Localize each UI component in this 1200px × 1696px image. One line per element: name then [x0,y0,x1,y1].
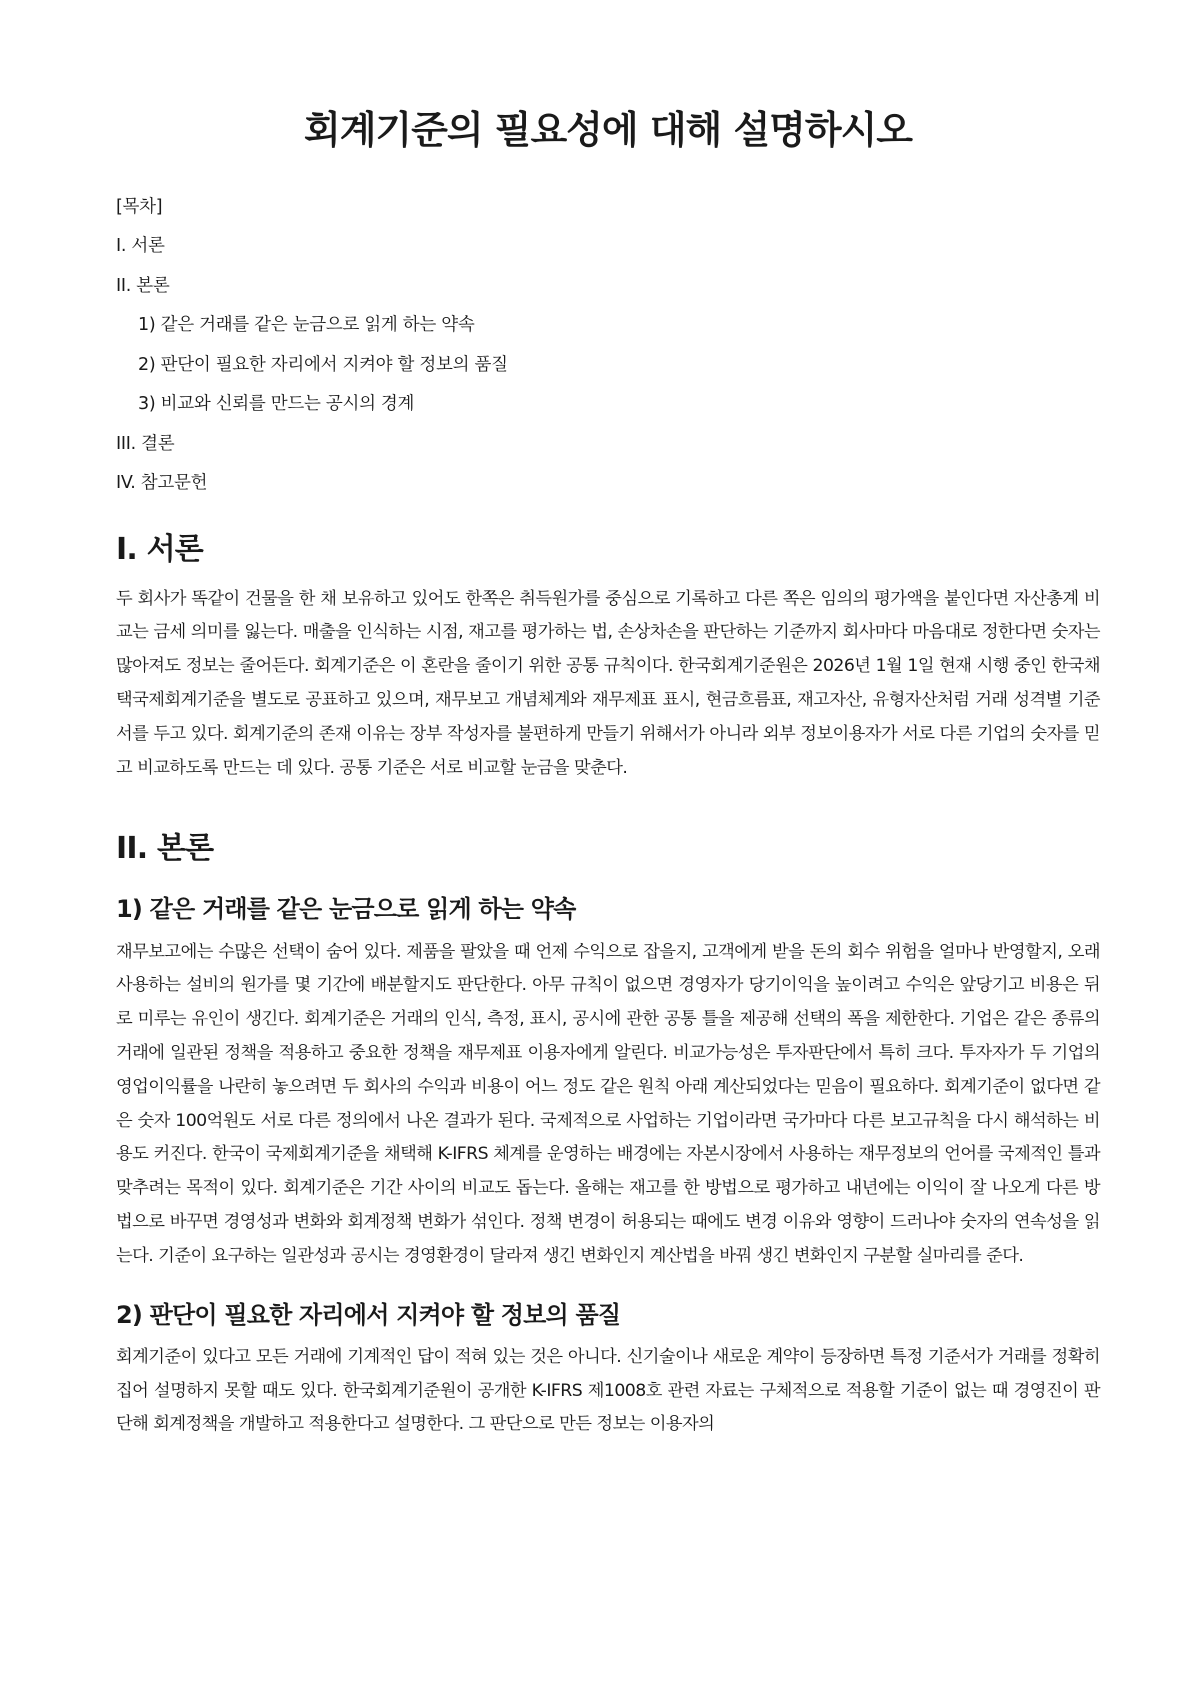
toc-subitem: 2) 판단이 필요한 자리에서 지켜야 할 정보의 품질 [138,354,508,375]
toc-item: III. 결론 [116,433,175,454]
intro-paragraph: 두 회사가 똑같이 건물을 한 채 보유하고 있어도 한쪽은 취득원가를 중심으로 기록하고 다른 쪽은 임의의 평가액을 붙인다면 자산총계 비교는 금세 의미를 잃는다. 매출을 인식하는 시점, 재고를 평가하는 법, 손상차손을 판단하는 기준까지 회사마다 마음대로 정한다면 숫자는 많아져도 정보는 줄어든다. 회계기준은 이 혼란을 줄이기 위한 공통 규칙이다. 한국회계기준원은 2026년 1월 1일 현재 시행 중인 한국채택국제회계기준을 별도로 공표하고 있으며, 재무보고 개념체계와 재무제표 표시, 현금흐름표, 재고자산, 유형자산처럼 거래 성격별 기준서를 두고 있다. 회계기준의 존재 이유는 장부 작성자를 불편하게 만들기 위해서가 아니라 외부 정보이용자가 서로 다른 기업의 숫자를 믿고 비교하도록 만드는 데 있다. 공통 기준은 서로 비교할 눈금을 맞춘다. [116,588,1100,778]
toc-subitem: 3) 비교와 신뢰를 만드는 공시의 경계 [138,394,415,415]
toc-item: I. 서론 [116,236,165,257]
subsection-heading-1: 1) 같은 거래를 같은 눈금으로 읽게 하는 약속 [116,895,576,924]
section-heading-body: II. 본론 [116,831,214,867]
toc-subitem: 1) 같은 거래를 같은 눈금으로 읽게 하는 약속 [138,315,475,336]
document-title: 회계기준의 필요성에 대해 설명하시오 [303,108,913,152]
toc-item: IV. 참고문헌 [116,473,208,494]
subsection-heading-2: 2) 판단이 필요한 자리에서 지켜야 할 정보의 품질 [116,1300,621,1329]
toc-item: II. 본론 [116,275,170,296]
subsection-1-paragraph: 재무보고에는 수많은 선택이 숨어 있다. 제품을 팔았을 때 언제 수익으로 잡을지, 고객에게 받을 돈의 회수 위험을 얼마나 반영할지, 오래 사용하는 설비의 원가를 몇 기간에 배분할지도 판단한다. 아무 규칙이 없으면 경영자가 당기이익을 높이려고 수익은 앞당기고 비용은 뒤로 미루는 유인이 생긴다. 회계기준은 거래의 인식, 측정, 표시, 공시에 관한 공통 틀을 제공해 선택의 폭을 제한한다. 기업은 같은 종류의 거래에 일관된 정책을 적용하고 중요한 정책을 재무제표 이용자에게 알린다. 비교가능성은 투자판단에서 특히 크다. 투자자가 두 기업의 영업이익률을 나란히 놓으려면 두 회사의 수익과 비용이 어느 정도 같은 원칙 아래 계산되었다는 믿음이 필요하다. 회계기준이 없다면 같은 숫자 100억원도 서로 다른 정의에서 나온 결과가 된다. 국제적으로 사업하는 기업이라면 국가마다 다른 보고규칙을 다시 해석하는 비용도 커진다. 한국이 국제회계기준을 채택해 K-IFRS 체계를 운영하는 배경에는 자본시장에서 사용하는 재무정보의 언어를 국제적인 틀과 맞추려는 목적이 있다. 회계기준은 기간 사이의 비교도 돕는다. 올해는 재고를 한 방법으로 평가하고 내년에는 이익이 잘 나오게 다른 방법으로 바꾸면 경영성과 변화와 회계정책 변화가 섞인다. 정책 변경이 허용되는 때에도 변경 이유와 영향이 드러나야 숫자의 연속성을 읽는다. 기준이 요구하는 일관성과 공시는 경영환경이 달라져 생긴 변화인지 계산법을 바꿔 생긴 변화인지 구분할 실마리를 준다. [116,941,1100,1266]
document-page [116,108,1100,1442]
subsection-2-paragraph: 회계기준이 있다고 모든 거래에 기계적인 답이 적혀 있는 것은 아니다. 신기술이나 새로운 계약이 등장하면 특정 기준서가 거래를 정확히 집어 설명하지 못할 때도 있다. 한국회계기준원이 공개한 K-IFRS 제1008호 관련 자료는 구체적으로 적용할 기준이 없는 때 경영진이 판단해 회계정책을 개발하고 적용한다고 설명한다. 그 판단으로 만든 정보는 이용자의 [116,1346,1100,1435]
table-of-contents [116,188,1100,504]
section-heading-intro: I. 서론 [116,531,203,567]
toc-heading: [목차] [116,196,163,217]
